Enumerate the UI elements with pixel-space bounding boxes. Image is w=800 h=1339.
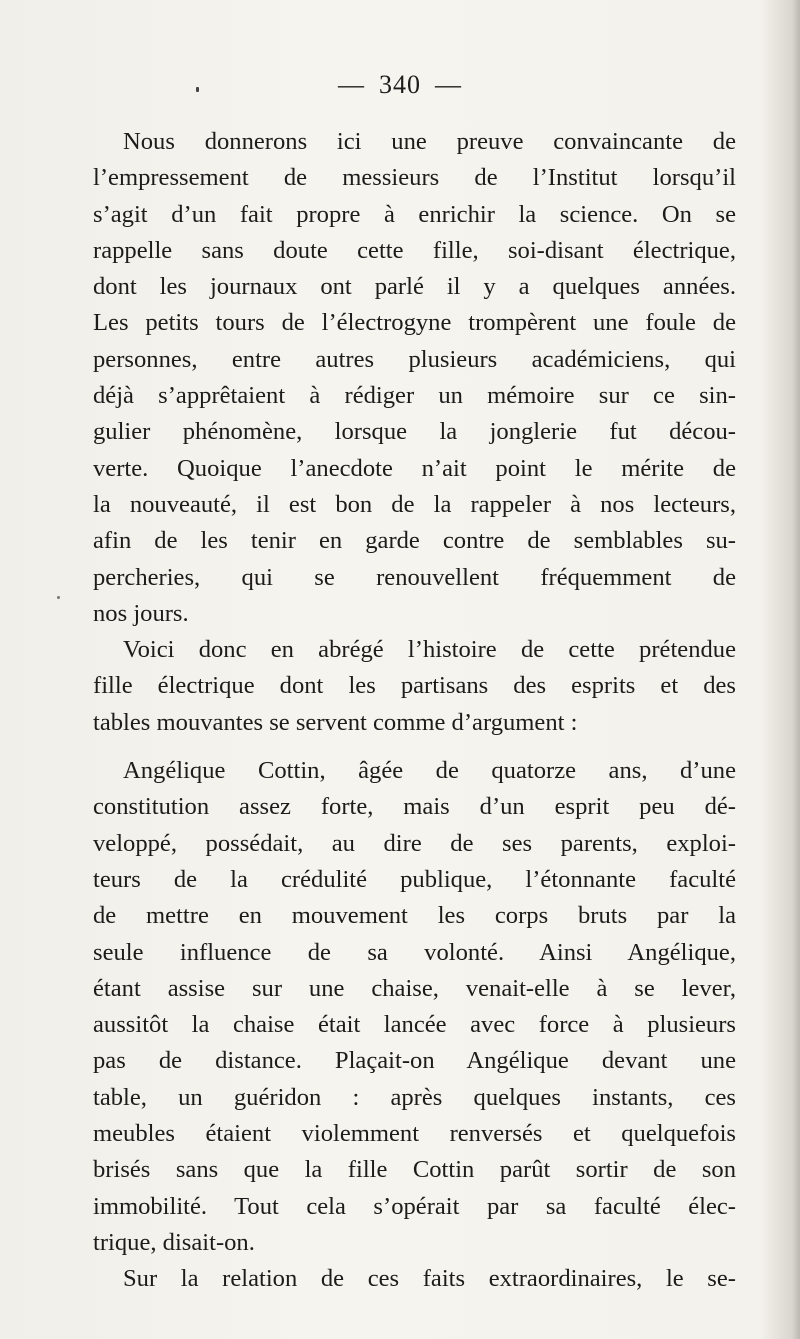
paragraph-2 (93, 632, 736, 741)
text-line: Sur la relation de ces faits extraordinaires, le se- (123, 1265, 736, 1293)
text-line: afin de les tenir en garde contre de semblables su- (93, 527, 736, 555)
paragraph-4 (93, 1261, 736, 1297)
text-line: percheries, qui se renouvellent fréquemment de (93, 563, 736, 591)
text-line: Voici donc en abrégé l’histoire de cette prétendue (123, 636, 736, 664)
text-line: immobilité. Tout cela s’opérait par sa faculté élec- (93, 1192, 736, 1220)
text-line: meubles étaient violemment renversés et quelquefois (93, 1120, 736, 1148)
body-text (93, 124, 736, 1298)
text-line: déjà s’apprêtaient à rédiger un mémoire sur ce sin- (93, 382, 736, 410)
text-line: Nous donnerons ici une preuve convaincante de (123, 128, 736, 155)
text-line: constitution assez forte, mais d’un esprit peu dé- (93, 793, 736, 821)
text-line: fille électrique dont les partisans des esprits et des (93, 672, 736, 700)
page-header (0, 70, 800, 100)
text-line: la nouveauté, il est bon de la rappeler à nos lecteurs, (93, 490, 736, 518)
text-line: pas de distance. Plaçait-on Angélique devant une (93, 1047, 736, 1075)
text-line: de mettre en mouvement les corps bruts par la (93, 902, 736, 930)
header-dash-left: — (338, 70, 365, 99)
paragraph-3 (93, 753, 736, 1261)
text-line: personnes, entre autres plusieurs académiciens, qui (93, 345, 736, 373)
paragraph-1 (93, 124, 736, 632)
text-line: s’agit d’un fait propre à enrichir la science. On se (93, 200, 736, 228)
text-line: nos jours. (93, 599, 189, 627)
page-number: 340 (379, 70, 421, 99)
text-line: brisés sans que la fille Cottin parût sortir de son (93, 1156, 736, 1184)
text-line: verte. Quoique l’anecdote n’ait point le mérite de (93, 454, 736, 482)
text-line: trique, disait-on. (93, 1228, 255, 1256)
text-line: dont les journaux ont parlé il y a quelques années. (93, 273, 736, 301)
text-line: tables mouvantes se servent comme d’argument : (93, 708, 578, 736)
text-line: table, un guéridon : après quelques instants, ces (93, 1083, 736, 1111)
text-line: veloppé, possédait, au dire de ses parents, exploi- (93, 829, 736, 857)
text-line: aussitôt la chaise était lancée avec force à plusieurs (93, 1011, 736, 1039)
text-line: l’empressement de messieurs de l’Institut lorsqu’il (93, 164, 736, 192)
header-dash-right: — (435, 70, 462, 99)
margin-mark (57, 596, 60, 599)
text-line: Angélique Cottin, âgée de quatorze ans, d’une (123, 757, 736, 785)
text-line: teurs de la crédulité publique, l’étonnante faculté (93, 865, 736, 893)
text-line: seule influence de sa volonté. Ainsi Angélique, (93, 938, 736, 966)
text-line: Les petits tours de l’électrogyne trompèrent une foule de (93, 309, 736, 337)
text-line: gulier phénomène, lorsque la jonglerie fut décou- (93, 418, 736, 446)
text-line: rappelle sans doute cette fille, soi-disant électrique, (93, 236, 736, 264)
text-line: étant assise sur une chaise, venait-elle à se lever, (93, 974, 736, 1002)
